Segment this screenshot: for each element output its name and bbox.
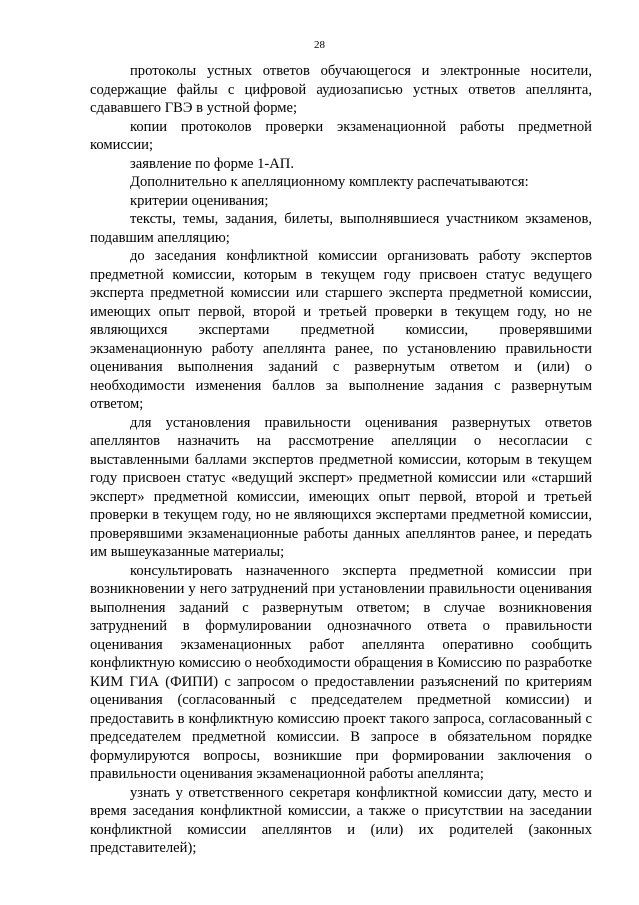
body-text xyxy=(90,62,592,858)
paragraph: копии протоколов проверки экзаменационной работы предметной комиссии; xyxy=(90,118,592,153)
paragraph: узнать у ответственного секретаря конфликтной комиссии дату, место и время заседания конфликтной комиссии, а также о присутствии на заседании конфликтной комиссии апеллянтов и (или) их родителей (законных представителей); xyxy=(90,784,592,856)
paragraph: Дополнительно к апелляционному комплекту распечатываются: xyxy=(130,174,529,190)
paragraph: консультировать назначенного эксперта предметной комиссии при возникновении у него затруднений при установлении правильности оценивания выполнения заданий с развернутым ответом; в случае возникновения затруднений в формулировании однозначного ответа о правильности оценивания экзаменационных работ апеллянта оперативно сообщить конфликтную комиссию о необходимости обращения в Комиссию по разработке КИМ ГИА (ФИПИ) с запросом о предоставлении разъяснений по критериям оценивания (согласованный с председателем предметной комиссии) и предоставить в конфликтную комиссию проект такого запроса, согласованный с председателем предметной комиссии. В запросе в обязательном порядке формулируются вопросы, возникшие при формировании заключения о правильности оценивания экзаменационной работы апеллянта; xyxy=(90,562,592,782)
paragraph: тексты, темы, задания, билеты, выполнявшиеся участником экзаменов, подавшим апелляцию; xyxy=(90,211,592,246)
page-number: 28 xyxy=(314,39,325,51)
paragraph: до заседания конфликтной комиссии организовать работу экспертов предметной комиссии, которым в текущем году присвоен статус ведущего эксперта предметной комиссии или старшего эксперта предметной комиссии, имеющих опыт первой, второй и третьей проверки в текущем году, но не являющихся экспертами предметной комиссии, проверявшими экзаменационную работу апеллянта ранее, по установлению правильности оценивания выполнения заданий с развернутым ответом и (или) о необходимости изменения баллов за выполнение задания с развернутым ответом; xyxy=(90,248,592,412)
paragraph: заявление по форме 1-АП. xyxy=(130,155,294,172)
paragraph: критерии оценивания; xyxy=(130,192,269,209)
paragraph: для установления правильности оценивания развернутых ответов апеллянтов назначить на рассмотрение апелляции о несогласии с выставленными баллами экспертов предметной комиссии, которым в текущем году присвоен статус «ведущий эксперт» предметной комиссии или «старший эксперт» предметной комиссии, имеющих опыт первой, второй и третьей проверки в текущем году, но не являющихся экспертами предметной комиссии, проверявшими экзаменационные работы данных апеллянтов ранее, и передать им вышеуказанные материалы; xyxy=(90,414,592,560)
paragraph: протоколы устных ответов обучающегося и электронные носители, содержащие файлы с цифровой аудиозаписью устных ответов апеллянта, сдававшего ГВЭ в устной форме; xyxy=(90,63,592,116)
